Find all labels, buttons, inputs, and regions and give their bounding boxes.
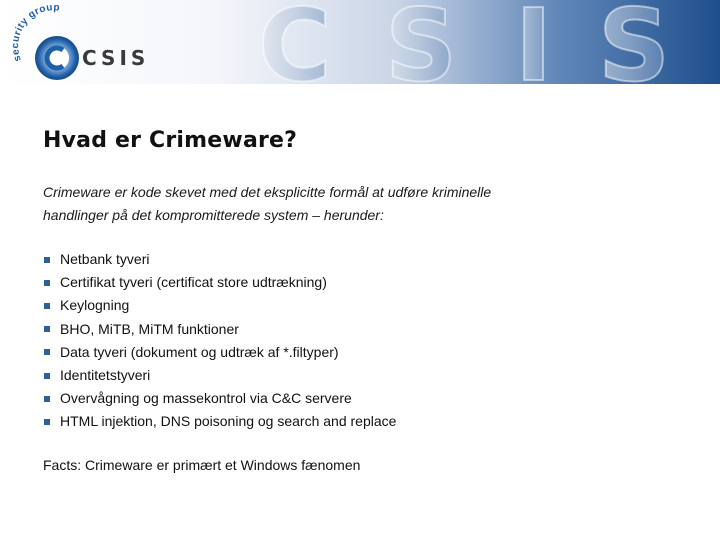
- header-banner-graphic: [0, 0, 720, 84]
- watermark-letter: I: [515, 0, 553, 84]
- bullet-text: Netbank tyveri: [60, 251, 150, 267]
- bullet-square-icon: [44, 396, 50, 402]
- bullet-text: Identitetstyveri: [60, 367, 151, 384]
- watermark-letter: C: [258, 0, 332, 84]
- bullet-square-icon: [44, 326, 50, 332]
- watermark-letter: S: [598, 0, 671, 84]
- list-item: [43, 341, 396, 364]
- bullet-text: BHO, MiTB, MiTM funktioner: [60, 320, 239, 337]
- list-item: [43, 294, 396, 317]
- list-item: [43, 318, 396, 341]
- logo-arc-text: security group: [10, 2, 61, 63]
- bullet-square-icon: [44, 373, 50, 379]
- bullet-text: Data tyveri (dokument og udtræk af *.filtyper): [60, 343, 339, 360]
- intro-line: Crimeware er kode skevet med det eksplicitte formål at udføre kriminelle: [43, 184, 492, 200]
- list-item: [43, 364, 396, 387]
- facts-line: Facts: Crimeware er primært et Windows fænomen: [43, 457, 361, 473]
- header-banner: [0, 0, 720, 84]
- bullet-text: Certifikat tyveri (certificat store udtrækning): [60, 274, 327, 291]
- bullet-square-icon: [44, 303, 50, 309]
- bullet-square-icon: [44, 349, 50, 355]
- bullet-text: HTML injektion, DNS poisoning og search and replace: [60, 413, 397, 430]
- list-item: [43, 271, 396, 294]
- list-item: [43, 248, 396, 271]
- intro-line: handlinger på det kompromitterede system – herunder:: [43, 207, 384, 223]
- list-item: [43, 387, 396, 410]
- logo-text: CSIS: [82, 46, 150, 70]
- bullet-square-icon: [44, 419, 50, 425]
- bullet-text: Overvågning og massekontrol via C&C servere: [60, 390, 352, 407]
- intro-paragraph: [43, 181, 603, 227]
- list-item: [43, 410, 396, 433]
- bullet-square-icon: [44, 280, 50, 286]
- slide-title: Hvad er Crimeware?: [43, 128, 298, 153]
- watermark-letter: S: [385, 0, 458, 84]
- bullet-text: Keylogning: [60, 297, 130, 314]
- bullet-square-icon: [44, 257, 50, 263]
- bullet-list: [43, 248, 396, 434]
